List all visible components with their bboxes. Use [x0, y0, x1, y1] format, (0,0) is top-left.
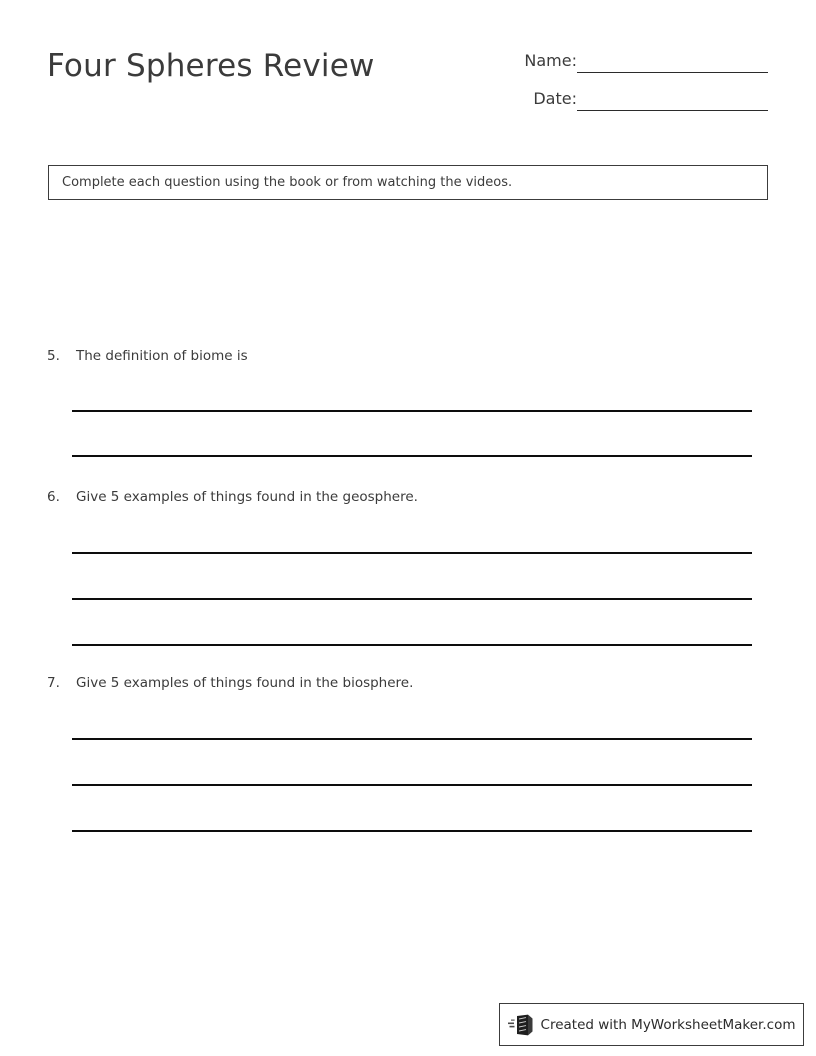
- name-date-fields: [495, 48, 775, 124]
- question-text: The definition of biome is: [76, 348, 248, 364]
- footer-badge-content: [500, 1004, 803, 1045]
- name-input-line[interactable]: [577, 72, 768, 73]
- question-prompt-row: [0, 675, 816, 697]
- answer-line[interactable]: [72, 552, 752, 554]
- footer-attribution-badge[interactable]: [499, 1003, 804, 1046]
- question-item: [0, 348, 816, 370]
- name-field-label: Name:: [524, 51, 577, 70]
- page-title: Four Spheres Review: [47, 48, 375, 84]
- footer-attribution-text: Created with MyWorksheetMaker.com: [540, 1016, 796, 1033]
- answer-line[interactable]: [72, 738, 752, 740]
- date-input-line[interactable]: [577, 110, 768, 111]
- question-number: 7.: [47, 675, 60, 691]
- instructions-box: [48, 165, 768, 200]
- question-prompt-row: [0, 348, 816, 370]
- name-field-row: [495, 48, 775, 86]
- date-field-row: [495, 86, 775, 124]
- question-text: Give 5 examples of things found in the biosphere.: [76, 675, 414, 691]
- question-item: [0, 489, 816, 511]
- instructions-text: Complete each question using the book or from watching the videos.: [62, 175, 513, 190]
- question-item: [0, 675, 816, 697]
- question-prompt-row: [0, 489, 816, 511]
- answer-line[interactable]: [72, 410, 752, 412]
- question-number: 5.: [47, 348, 60, 364]
- answer-line[interactable]: [72, 784, 752, 786]
- answer-line[interactable]: [72, 598, 752, 600]
- answer-line[interactable]: [72, 830, 752, 832]
- worksheet-header: [0, 0, 816, 140]
- answer-line[interactable]: [72, 455, 752, 457]
- worksheet-maker-logo-icon: [508, 1014, 534, 1036]
- date-field-label: Date:: [533, 89, 577, 108]
- question-text: Give 5 examples of things found in the geosphere.: [76, 489, 418, 505]
- question-number: 6.: [47, 489, 60, 505]
- answer-line[interactable]: [72, 644, 752, 646]
